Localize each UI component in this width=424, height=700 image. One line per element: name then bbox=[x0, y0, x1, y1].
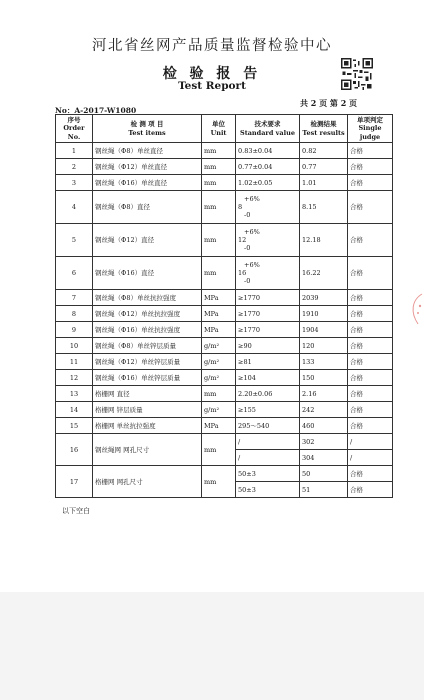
cell-single-judge: / bbox=[348, 434, 393, 450]
cell-test-item: 钢丝绳网 网孔尺寸 bbox=[93, 434, 202, 466]
cell-test-item: 钢丝绳（Φ8）单丝锌层质量 bbox=[93, 338, 202, 354]
cell-single-judge: 合格 bbox=[348, 159, 393, 175]
cell-test-result: 0.77 bbox=[300, 159, 348, 175]
cell-test-item: 钢丝绳（Φ12）直径 bbox=[93, 224, 202, 257]
table-row bbox=[56, 338, 393, 354]
cell-unit: MPa bbox=[202, 418, 236, 434]
red-seal-stamp-icon bbox=[404, 292, 424, 326]
cell-standard-value: 0.77±0.04 bbox=[236, 159, 300, 175]
cell-test-item: 钢丝绳（Φ16）单丝锌层质量 bbox=[93, 370, 202, 386]
cell-standard-value bbox=[236, 224, 300, 257]
cell-single-judge: 合格 bbox=[348, 386, 393, 402]
table-row bbox=[56, 290, 393, 306]
cell-single-judge: 合格 bbox=[348, 191, 393, 224]
standard-base-text: 8 bbox=[238, 203, 243, 211]
header-test-results: 检测结果 Test results bbox=[300, 115, 348, 143]
cell-order-no: 11 bbox=[56, 354, 93, 370]
cell-standard-value: / bbox=[236, 434, 300, 450]
cell-single-judge: 合格 bbox=[348, 306, 393, 322]
cell-test-result: 12.18 bbox=[300, 224, 348, 257]
cell-test-item: 钢丝绳（Φ16）单丝抗拉强度 bbox=[93, 322, 202, 338]
cell-order-no: 12 bbox=[56, 370, 93, 386]
cell-unit: mm bbox=[202, 466, 236, 498]
table-row bbox=[56, 143, 393, 159]
cell-standard-value: 295～540 bbox=[236, 418, 300, 434]
cell-unit: g/m² bbox=[202, 354, 236, 370]
cell-order-no: 2 bbox=[56, 159, 93, 175]
standard-base-text: 12 bbox=[238, 236, 247, 244]
header-unit: 单位 Unit bbox=[202, 115, 236, 143]
standard-minus-text: -0 bbox=[244, 277, 251, 285]
cell-test-item: 钢丝绳（Φ8）单丝抗拉强度 bbox=[93, 290, 202, 306]
page-count: 共 2 页 第 2 页 bbox=[300, 98, 358, 108]
cell-order-no: 17 bbox=[56, 466, 93, 498]
table-row bbox=[56, 370, 393, 386]
cell-single-judge: 合格 bbox=[348, 482, 393, 498]
cell-standard-value: ≥155 bbox=[236, 402, 300, 418]
cell-test-result: 304 bbox=[300, 450, 348, 466]
cell-unit: MPa bbox=[202, 322, 236, 338]
cell-standard-value: 2.20±0.06 bbox=[236, 386, 300, 402]
cell-order-no: 7 bbox=[56, 290, 93, 306]
table-row bbox=[56, 418, 393, 434]
cell-unit: mm bbox=[202, 257, 236, 290]
cell-standard-value: ≥90 bbox=[236, 338, 300, 354]
cell-test-result: 2039 bbox=[300, 290, 348, 306]
cell-test-item: 格栅网 单丝抗拉强度 bbox=[93, 418, 202, 434]
header-standard-value: 技术要求 Standard value bbox=[236, 115, 300, 143]
cell-test-item: 格栅网 锌层质量 bbox=[93, 402, 202, 418]
cell-unit: g/m² bbox=[202, 370, 236, 386]
cell-standard-value: 1.02±0.05 bbox=[236, 175, 300, 191]
cell-order-no: 1 bbox=[56, 143, 93, 159]
cell-test-item: 格栅网 网孔尺寸 bbox=[93, 466, 202, 498]
cell-unit: mm bbox=[202, 191, 236, 224]
cell-unit: mm bbox=[202, 224, 236, 257]
cell-single-judge: 合格 bbox=[348, 354, 393, 370]
standard-plus-text: +6% bbox=[244, 228, 260, 236]
blank-below-note: 以下空白 bbox=[62, 507, 90, 515]
cell-order-no: 16 bbox=[56, 434, 93, 466]
cell-standard-value: ≥1770 bbox=[236, 290, 300, 306]
cell-unit: g/m² bbox=[202, 402, 236, 418]
cell-test-result: 133 bbox=[300, 354, 348, 370]
cell-test-result: 120 bbox=[300, 338, 348, 354]
cell-test-result: 1910 bbox=[300, 306, 348, 322]
results-table bbox=[55, 114, 393, 498]
standard-minus-text: -0 bbox=[244, 211, 251, 219]
cell-order-no: 9 bbox=[56, 322, 93, 338]
table-row bbox=[56, 354, 393, 370]
header-test-items: 检 测 项 目 Test items bbox=[93, 115, 202, 143]
standard-plus-text: +6% bbox=[244, 195, 260, 203]
cell-single-judge: / bbox=[348, 450, 393, 466]
cell-standard-value: 50±3 bbox=[236, 482, 300, 498]
cell-standard-value: 0.83±0.04 bbox=[236, 143, 300, 159]
document-number: No：A-2017-W1080 bbox=[55, 106, 137, 115]
cell-standard-value bbox=[236, 191, 300, 224]
cell-single-judge: 合格 bbox=[348, 257, 393, 290]
cell-test-item: 钢丝绳（Φ12）单丝锌层质量 bbox=[93, 354, 202, 370]
cell-test-result: 150 bbox=[300, 370, 348, 386]
cell-test-item: 钢丝绳（Φ16）直径 bbox=[93, 257, 202, 290]
table-row bbox=[56, 257, 393, 290]
cell-order-no: 4 bbox=[56, 191, 93, 224]
table-row bbox=[56, 306, 393, 322]
cell-single-judge: 合格 bbox=[348, 418, 393, 434]
cell-single-judge: 合格 bbox=[348, 290, 393, 306]
cell-single-judge: 合格 bbox=[348, 402, 393, 418]
cell-order-no: 13 bbox=[56, 386, 93, 402]
cell-order-no: 6 bbox=[56, 257, 93, 290]
cell-unit: mm bbox=[202, 434, 236, 466]
cell-standard-value bbox=[236, 257, 300, 290]
cell-test-item: 格栅网 直径 bbox=[93, 386, 202, 402]
cell-test-result: 16.22 bbox=[300, 257, 348, 290]
cell-test-result: 1904 bbox=[300, 322, 348, 338]
cell-single-judge: 合格 bbox=[348, 175, 393, 191]
cell-standard-value: ≥1770 bbox=[236, 322, 300, 338]
table-row bbox=[56, 402, 393, 418]
cell-test-result: 51 bbox=[300, 482, 348, 498]
cell-order-no: 15 bbox=[56, 418, 93, 434]
cell-unit: mm bbox=[202, 143, 236, 159]
cell-test-item: 钢丝绳（Φ12）单丝直径 bbox=[93, 159, 202, 175]
cell-unit: mm bbox=[202, 175, 236, 191]
table-row bbox=[56, 322, 393, 338]
cell-single-judge: 合格 bbox=[348, 143, 393, 159]
table-row bbox=[56, 466, 393, 482]
cell-test-item: 钢丝绳（Φ16）单丝直径 bbox=[93, 175, 202, 191]
cell-test-result: 0.82 bbox=[300, 143, 348, 159]
table-row bbox=[56, 159, 393, 175]
cell-single-judge: 合格 bbox=[348, 322, 393, 338]
table-row bbox=[56, 224, 393, 257]
cell-test-result: 1.01 bbox=[300, 175, 348, 191]
cell-order-no: 3 bbox=[56, 175, 93, 191]
cell-test-result: 50 bbox=[300, 466, 348, 482]
table-body bbox=[56, 143, 393, 498]
cell-order-no: 5 bbox=[56, 224, 93, 257]
cell-single-judge: 合格 bbox=[348, 370, 393, 386]
cell-single-judge: 合格 bbox=[348, 224, 393, 257]
report-title-cn: 检 验 报 告 bbox=[162, 66, 262, 82]
report-title-en: Test Report bbox=[178, 80, 246, 92]
qr-code-icon bbox=[341, 58, 373, 90]
cell-order-no: 8 bbox=[56, 306, 93, 322]
cell-unit: mm bbox=[202, 386, 236, 402]
cell-unit: MPa bbox=[202, 306, 236, 322]
cell-test-item: 钢丝绳（Φ12）单丝抗拉强度 bbox=[93, 306, 202, 322]
cell-unit: MPa bbox=[202, 290, 236, 306]
standard-plus-text: +6% bbox=[244, 261, 260, 269]
cell-standard-value: / bbox=[236, 450, 300, 466]
scan-background bbox=[0, 592, 424, 700]
table-row bbox=[56, 191, 393, 224]
header-single-judge: 单项判定 Single judge bbox=[348, 115, 393, 143]
results-table-wrapper bbox=[55, 114, 392, 498]
cell-test-result: 302 bbox=[300, 434, 348, 450]
cell-single-judge: 合格 bbox=[348, 466, 393, 482]
cell-order-no: 14 bbox=[56, 402, 93, 418]
cell-single-judge: 合格 bbox=[348, 338, 393, 354]
cell-test-result: 2.16 bbox=[300, 386, 348, 402]
table-row bbox=[56, 434, 393, 450]
cell-order-no: 10 bbox=[56, 338, 93, 354]
header-order-no: 序号 Order No. bbox=[56, 115, 93, 143]
cell-standard-value: ≥104 bbox=[236, 370, 300, 386]
cell-standard-value: ≥81 bbox=[236, 354, 300, 370]
cell-standard-value: ≥1770 bbox=[236, 306, 300, 322]
cell-test-result: 460 bbox=[300, 418, 348, 434]
table-row bbox=[56, 175, 393, 191]
cell-test-result: 8.15 bbox=[300, 191, 348, 224]
table-header-row bbox=[56, 115, 393, 143]
standard-base-text: 16 bbox=[238, 269, 247, 277]
standard-minus-text: -0 bbox=[244, 244, 251, 252]
table-row bbox=[56, 386, 393, 402]
org-title: 河北省丝网产品质量监督检验中心 bbox=[92, 38, 332, 54]
cell-test-item: 钢丝绳（Φ8）单丝直径 bbox=[93, 143, 202, 159]
cell-standard-value: 50±3 bbox=[236, 466, 300, 482]
cell-unit: mm bbox=[202, 159, 236, 175]
cell-test-result: 242 bbox=[300, 402, 348, 418]
cell-unit: g/m² bbox=[202, 338, 236, 354]
cell-test-item: 钢丝绳（Φ8）直径 bbox=[93, 191, 202, 224]
